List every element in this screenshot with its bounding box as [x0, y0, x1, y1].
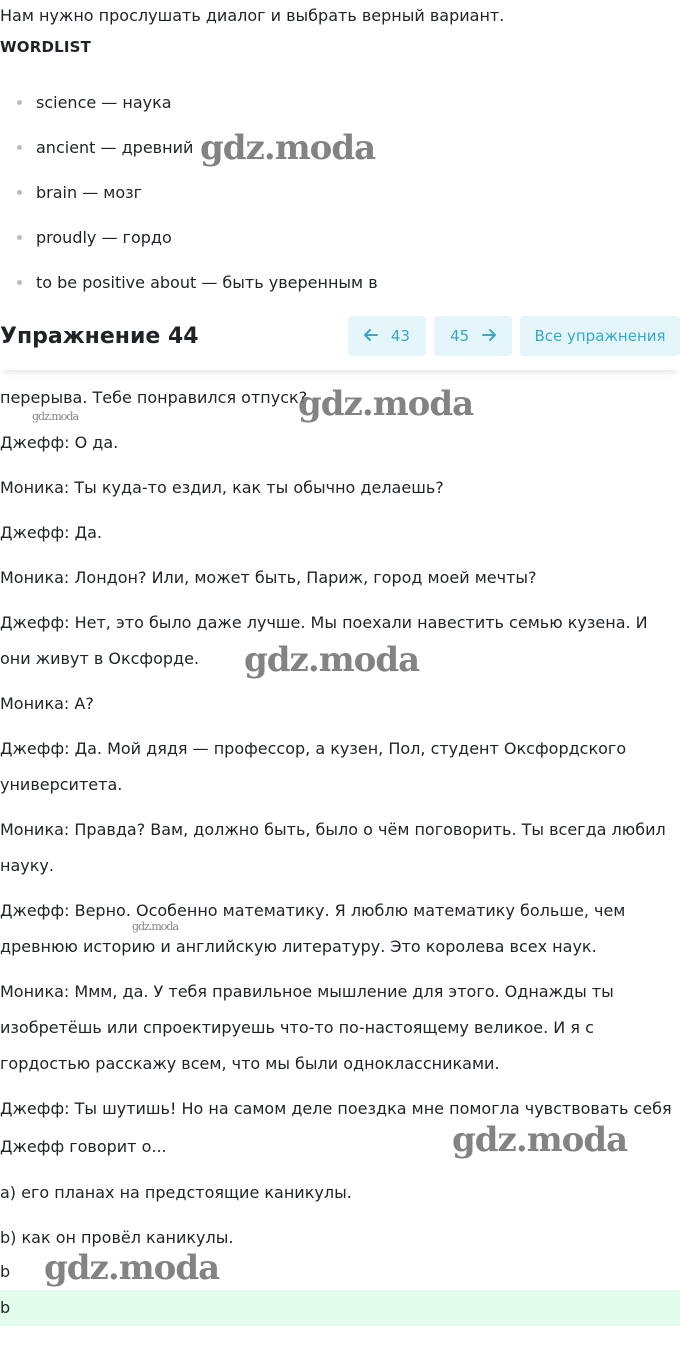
watermark: gdz.moda: [244, 640, 420, 680]
dialog-line: Моника: Ммм, да. У тебя правильное мышление для этого. Однажды ты изобретёшь или спроектируешь что-то по-настоящему великое. И я с гордостью расскажу всем, что мы были одноклассниками.: [0, 982, 614, 1073]
task-description: Нам нужно прослушать диалог и выбрать верный вариант.: [0, 6, 505, 25]
exercise-title: Упражнение 44: [0, 324, 199, 349]
correct-answer-highlight: b: [0, 1290, 680, 1326]
bullet-icon: [17, 100, 22, 105]
dialog-line: Моника: А?: [0, 694, 94, 713]
wordlist: [0, 80, 378, 305]
watermark: gdz.moda: [298, 384, 474, 424]
watermark: gdz.moda: [44, 1248, 220, 1288]
watermark: gdz.moda: [452, 1120, 628, 1160]
watermark: gdz.moda: [32, 410, 79, 423]
bullet-icon: [17, 280, 22, 285]
wordlist-item: science — наука: [0, 80, 378, 125]
dialog-line: перерыва. Тебе понравился отпуск?: [0, 388, 308, 407]
bullet-icon: [17, 235, 22, 240]
wordlist-item: ancient — древний: [0, 125, 378, 170]
dialog-line: Моника: Лондон? Или, может быть, Париж, город моей мечты?: [0, 568, 537, 587]
bullet-icon: [17, 190, 22, 195]
prev-exercise-button[interactable]: [348, 316, 426, 356]
all-exercises-button[interactable]: Все упражнения: [520, 316, 680, 356]
next-exercise-button[interactable]: [434, 316, 512, 356]
dialog-line: Джефф: Верно. Особенно математику. Я люблю математику больше, чем древнюю историю и английскую литературу. Это королева всех наук.: [0, 901, 626, 956]
bullet-icon: [17, 145, 22, 150]
prev-exercise-label: 43: [390, 327, 410, 345]
wordlist-heading: WORDLIST: [0, 38, 92, 56]
option-b: b) как он провёл каникулы.: [0, 1228, 234, 1247]
watermark: gdz.moda: [132, 920, 179, 933]
question: Джефф говорит о...: [0, 1137, 167, 1156]
dialog-line: Джефф: Ты шутишь! Но на самом деле поездка мне помогла чувствовать себя: [0, 1099, 672, 1118]
wordlist-item: to be positive about — быть уверенным в: [0, 260, 378, 305]
dialog-line: Джефф: О да.: [0, 433, 119, 452]
arrow-left-icon: [364, 316, 378, 356]
option-a: a) его планах на предстоящие каникулы.: [0, 1183, 352, 1202]
arrow-right-icon: [482, 316, 496, 356]
next-exercise-label: 45: [450, 327, 470, 345]
exercise-nav-bar: [0, 306, 680, 370]
dialog-line: Моника: Правда? Вам, должно быть, было о чём поговорить. Ты всегда любил науку.: [0, 820, 666, 875]
dialog-line: Джефф: Да. Мой дядя — профессор, а кузен, Пол, студент Оксфордского университета.: [0, 739, 627, 794]
watermark: gdz.moda: [200, 128, 376, 168]
dialog-line: Моника: Ты куда-то ездил, как ты обычно делаешь?: [0, 478, 444, 497]
answer-text: b: [0, 1262, 11, 1281]
wordlist-item: brain — мозг: [0, 170, 378, 215]
dialog-line: Джефф: Нет, это было даже лучше. Мы поехали навестить семью кузена. И они живут в Оксфорде.: [0, 613, 648, 668]
wordlist-item: proudly — гордо: [0, 215, 378, 260]
dialog-line: Джефф: Да.: [0, 523, 102, 542]
